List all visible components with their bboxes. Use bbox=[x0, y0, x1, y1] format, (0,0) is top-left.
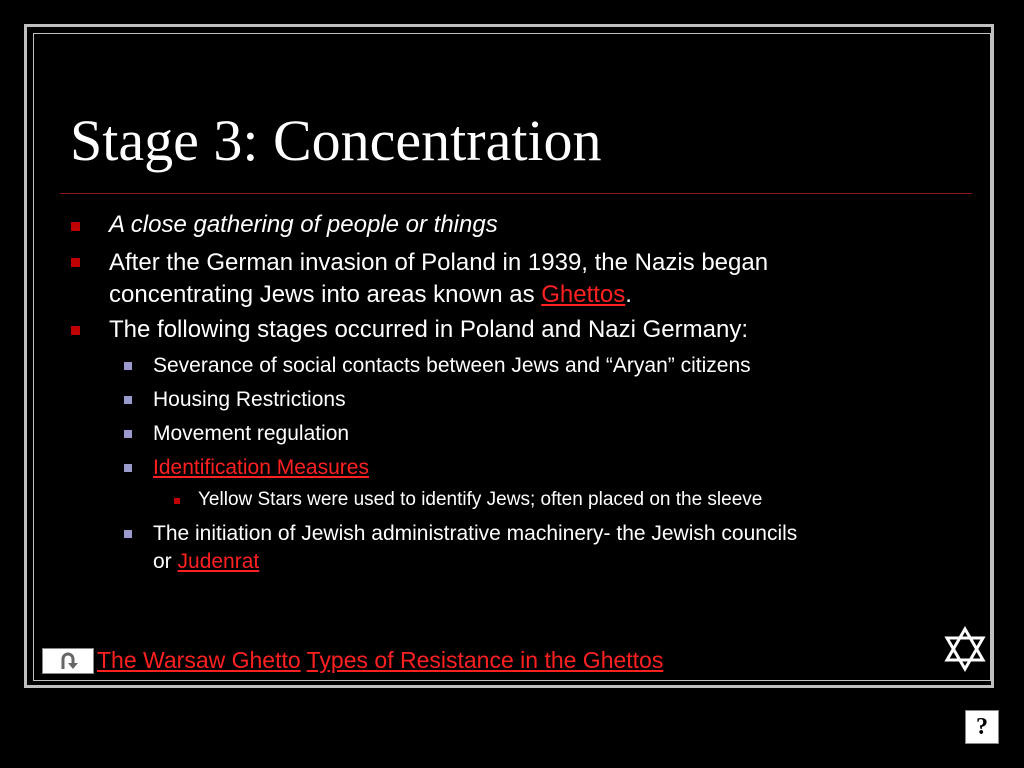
footer-links bbox=[97, 646, 663, 674]
types-of-resistance-link[interactable]: Types of Resistance in the Ghettos bbox=[306, 647, 664, 673]
warsaw-ghetto-link[interactable]: The Warsaw Ghetto bbox=[97, 647, 301, 673]
title-divider bbox=[60, 193, 972, 194]
bullet-text: or bbox=[153, 550, 178, 573]
list-item bbox=[109, 313, 748, 346]
page-title: Stage 3: Concentration bbox=[70, 108, 602, 173]
sub-sub-bullet-marker bbox=[174, 498, 180, 504]
help-button[interactable] bbox=[965, 710, 999, 744]
u-turn-arrow-icon bbox=[43, 649, 93, 673]
identification-measures-link[interactable]: Identification Measures bbox=[153, 456, 369, 479]
list-item bbox=[109, 208, 498, 241]
list-item bbox=[153, 419, 349, 448]
bullet-text: Severance of social contacts between Jews and “Aryan” citizens bbox=[153, 354, 751, 377]
bullet-text: Movement regulation bbox=[153, 422, 350, 445]
bullet-text: The following stages occurred in Poland and Nazi Germany: bbox=[109, 316, 748, 343]
bullet-text: A close gathering of people or things bbox=[109, 211, 498, 238]
bullet-marker bbox=[71, 258, 80, 267]
judenrat-link[interactable]: Judenrat bbox=[177, 550, 260, 573]
star-of-david-icon[interactable] bbox=[942, 626, 988, 672]
sub-bullet-marker bbox=[124, 464, 132, 472]
list-item-continuation bbox=[109, 278, 632, 311]
list-item bbox=[153, 519, 797, 548]
bullet-text: . bbox=[625, 281, 632, 308]
bullet-marker bbox=[71, 222, 80, 231]
list-item bbox=[198, 488, 762, 512]
ghettos-link[interactable]: Ghettos bbox=[541, 281, 626, 308]
bullet-marker bbox=[71, 326, 80, 335]
list-item-continuation bbox=[153, 547, 259, 576]
bullet-text: Yellow Stars were used to identify Jews; often placed on the sleeve bbox=[198, 489, 763, 510]
list-item bbox=[109, 246, 768, 279]
sub-bullet-marker bbox=[124, 396, 132, 404]
sub-bullet-marker bbox=[124, 530, 132, 538]
bullet-text: Housing Restrictions bbox=[153, 388, 346, 411]
list-item bbox=[153, 385, 346, 414]
back-button[interactable] bbox=[42, 648, 94, 674]
sub-bullet-marker bbox=[124, 362, 132, 370]
bullet-text: After the German invasion of Poland in 1939, the Nazis began bbox=[109, 249, 769, 276]
sub-bullet-marker bbox=[124, 430, 132, 438]
list-item bbox=[153, 351, 751, 380]
list-item bbox=[153, 453, 369, 482]
question-icon: ? bbox=[976, 714, 988, 740]
bullet-text: The initiation of Jewish administrative machinery- the Jewish councils bbox=[153, 522, 798, 545]
bullet-text: concentrating Jews into areas known as bbox=[109, 281, 542, 308]
